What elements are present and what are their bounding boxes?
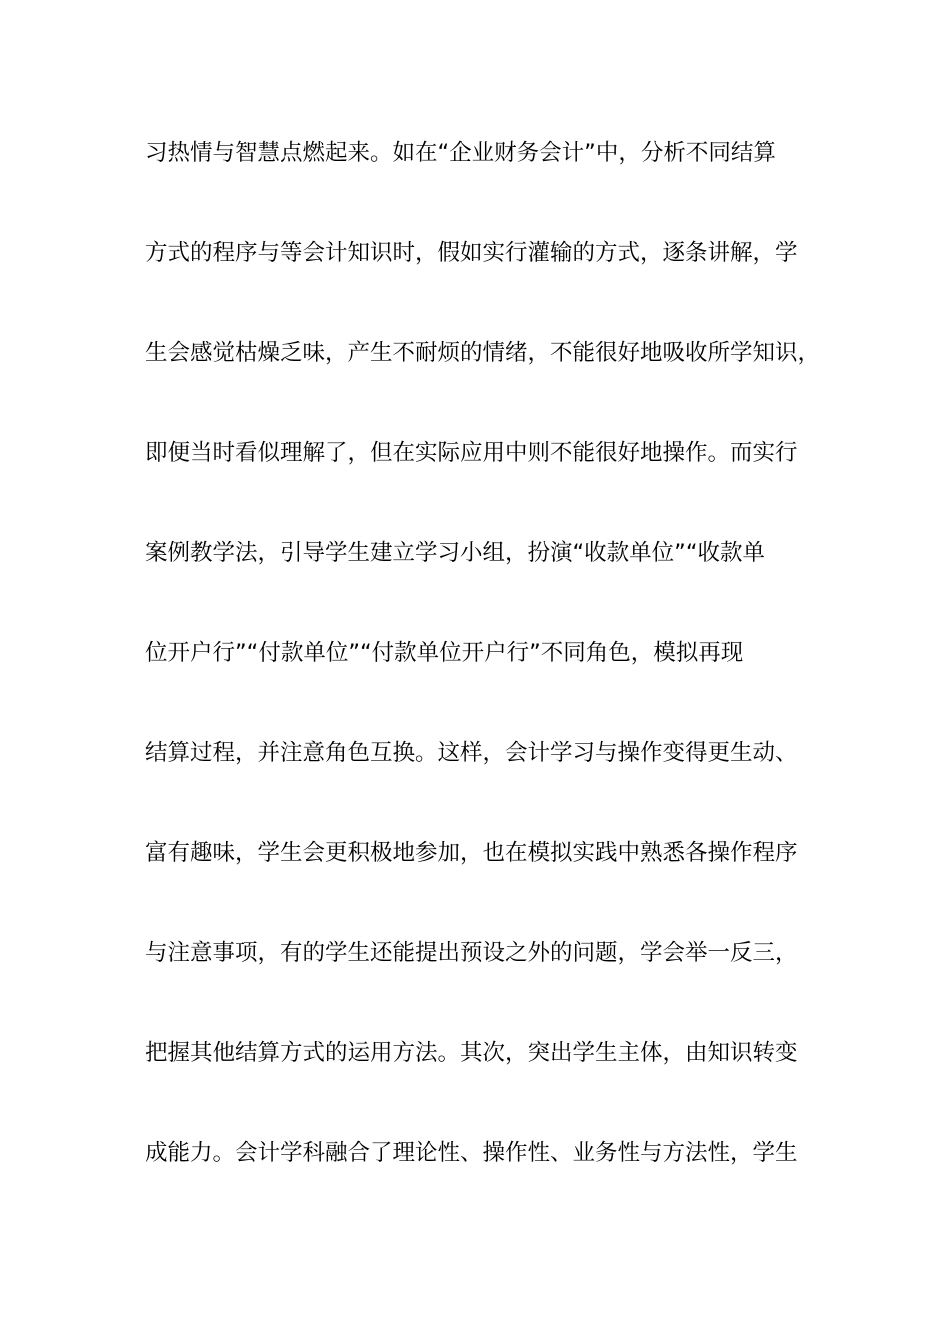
- text-line-5: 案例教学法，引导学生建立学习小组，扮演“收款单位”“收款单: [145, 540, 765, 566]
- text-line-11: 成能力。会计学科融合了理论性、操作性、业务性与方法性，学生: [145, 1140, 798, 1166]
- text-line-1: 习热情与智慧点燃起来。如在“企业财务会计”中，分析不同结算: [145, 140, 776, 166]
- body-text: [145, 133, 825, 1233]
- text-line-6: 位开户行”“付款单位”“付款单位开户行”不同角色，模拟再现: [145, 640, 744, 666]
- text-line-9: 与注意事项，有的学生还能提出预设之外的问题，学会举一反三，: [145, 940, 798, 966]
- text-line-4: 即便当时看似理解了，但在实际应用中则不能很好地操作。而实行: [145, 440, 798, 466]
- text-line-8: 富有趣味，学生会更积极地参加，也在模拟实践中熟悉各操作程序: [145, 840, 798, 866]
- text-line-7: 结算过程，并注意角色互换。这样，会计学习与操作变得更生动、: [145, 740, 798, 766]
- text-line-3: 生会感觉枯燥乏味，产生不耐烦的情绪，不能很好地吸收所学知识，: [145, 340, 821, 366]
- text-line-2: 方式的程序与等会计知识时，假如实行灌输的方式，逐条讲解，学: [145, 240, 798, 266]
- text-line-10: 把握其他结算方式的运用方法。其次，突出学生主体，由知识转变: [145, 1040, 798, 1066]
